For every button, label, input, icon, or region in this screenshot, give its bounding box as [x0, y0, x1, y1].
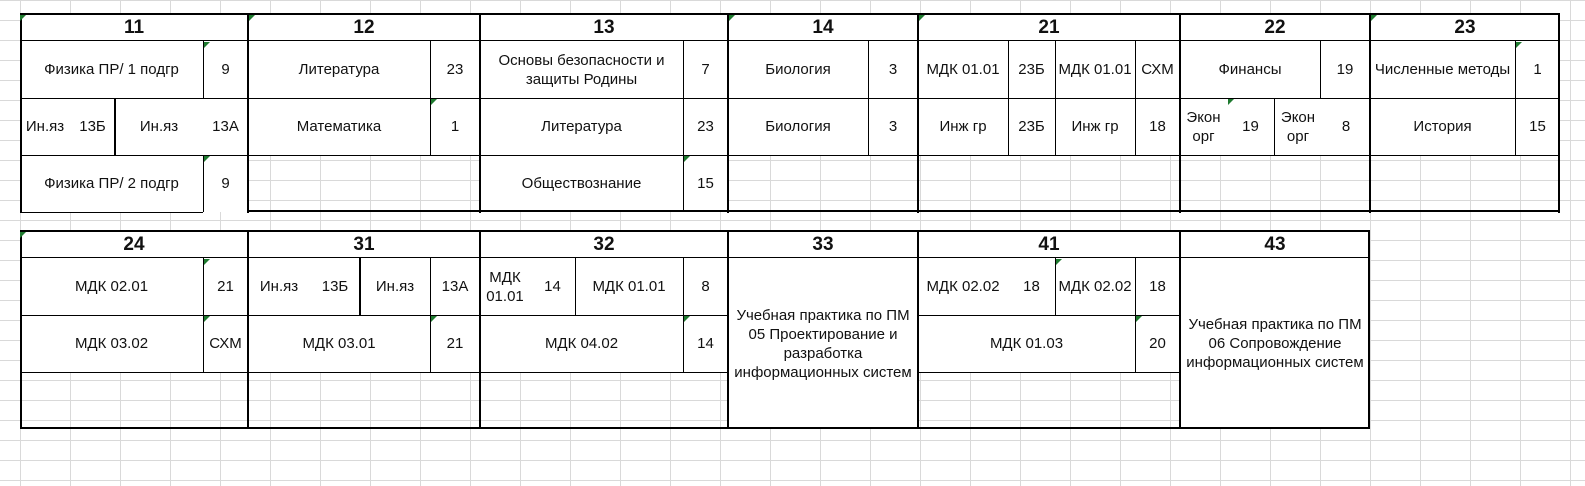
- subject-cell[interactable]: МДК 04.02: [480, 315, 683, 372]
- room-cell[interactable]: 14: [530, 258, 575, 315]
- table-border: [1515, 41, 1516, 155]
- subject-cell[interactable]: Финансы: [1180, 41, 1320, 98]
- table-border: [1369, 13, 1371, 213]
- room-cell[interactable]: 3: [868, 98, 918, 155]
- header-group-41[interactable]: 41: [918, 230, 1180, 258]
- subject-cell[interactable]: Физика ПР/ 2 подгр: [20, 155, 203, 212]
- subject-cell[interactable]: МДК 01.01: [480, 258, 530, 315]
- subject-cell[interactable]: Биология: [728, 98, 868, 155]
- table-border: [248, 210, 1560, 212]
- room-cell[interactable]: 1: [430, 98, 480, 155]
- table-border: [479, 13, 481, 213]
- room-cell[interactable]: 20: [1135, 315, 1180, 372]
- header-group-13[interactable]: 13: [480, 13, 728, 41]
- room-cell[interactable]: 14: [683, 315, 728, 372]
- room-cell[interactable]: 15: [1515, 98, 1560, 155]
- room-cell[interactable]: 1: [1515, 41, 1560, 98]
- subject-cell[interactable]: МДК 02.02: [918, 258, 1008, 315]
- room-cell[interactable]: 15: [683, 155, 728, 212]
- subject-cell[interactable]: Ин.яз: [360, 258, 430, 315]
- header-group-12[interactable]: 12: [248, 13, 480, 41]
- comment-marker-icon: [431, 99, 437, 105]
- room-cell[interactable]: 13Б: [70, 98, 115, 155]
- table-border: [247, 13, 249, 213]
- comment-marker-icon: [204, 156, 210, 162]
- table-border: [20, 257, 1370, 258]
- comment-marker-icon: [919, 15, 925, 21]
- header-group-11[interactable]: 11: [20, 13, 248, 41]
- comment-marker-icon: [684, 316, 690, 322]
- empty-cell[interactable]: [918, 372, 1180, 429]
- room-cell[interactable]: 18: [1135, 98, 1180, 155]
- table-border: [727, 230, 729, 429]
- room-cell[interactable]: 9: [203, 41, 248, 98]
- table-border: [203, 41, 204, 98]
- comment-marker-icon: [1056, 259, 1062, 265]
- subject-cell[interactable]: Ин.яз: [115, 98, 203, 155]
- subject-cell[interactable]: Биология: [728, 41, 868, 98]
- subject-cell[interactable]: МДК 02.02: [1055, 258, 1135, 315]
- table-border: [868, 41, 869, 155]
- room-cell[interactable]: 13А: [430, 258, 480, 315]
- subject-cell[interactable]: Литература: [248, 41, 430, 98]
- comment-marker-icon: [1516, 42, 1522, 48]
- room-cell[interactable]: 8: [683, 258, 728, 315]
- room-cell[interactable]: 8: [1322, 98, 1370, 155]
- table-border: [20, 230, 22, 429]
- table-border: [917, 230, 919, 429]
- comment-marker-icon: [249, 15, 255, 21]
- comment-marker-icon: [204, 259, 210, 265]
- table-border: [1135, 41, 1136, 155]
- table-border: [683, 258, 684, 372]
- room-cell[interactable]: 23Б: [1008, 41, 1055, 98]
- subject-cell[interactable]: МДК 03.01: [248, 315, 430, 372]
- practice-cell[interactable]: Учебная практика по ПМ 05 Проектирование и разработка информационных систем: [728, 258, 918, 429]
- table-border: [479, 230, 481, 429]
- header-group-22[interactable]: 22: [1180, 13, 1370, 41]
- subject-cell[interactable]: Инж гр: [1055, 98, 1135, 155]
- table-border: [114, 98, 116, 155]
- table-border: [203, 155, 204, 212]
- table-border: [1135, 258, 1136, 372]
- subject-cell[interactable]: Ин.яз: [248, 258, 310, 315]
- header-group-14[interactable]: 14: [728, 13, 918, 41]
- room-cell[interactable]: 18: [1135, 258, 1180, 315]
- empty-cell[interactable]: [20, 372, 728, 429]
- table-border: [1274, 98, 1275, 155]
- room-cell[interactable]: 9: [203, 155, 248, 212]
- comment-marker-icon: [684, 156, 690, 162]
- table-border: [20, 13, 22, 213]
- table-border: [203, 258, 204, 372]
- subject-cell[interactable]: Математика: [248, 98, 430, 155]
- schedule-table-top: [20, 13, 1560, 214]
- table-border: [247, 230, 249, 429]
- comment-marker-icon: [20, 232, 26, 238]
- subject-cell[interactable]: МДК 01.03: [918, 315, 1135, 372]
- subject-cell[interactable]: Физика ПР/ 1 подгр: [20, 41, 203, 98]
- table-border: [20, 155, 1560, 156]
- subject-cell[interactable]: Экон орг: [1180, 98, 1227, 155]
- table-border: [1179, 13, 1181, 213]
- room-cell[interactable]: 13А: [203, 98, 248, 155]
- comment-marker-icon: [1136, 316, 1142, 322]
- comment-marker-icon: [204, 316, 210, 322]
- comment-marker-icon: [1228, 99, 1234, 105]
- room-cell[interactable]: 21: [203, 258, 248, 315]
- subject-cell[interactable]: Экон орг: [1274, 98, 1322, 155]
- comment-marker-icon: [1371, 15, 1377, 21]
- room-cell[interactable]: 23: [683, 98, 728, 155]
- table-border: [1320, 41, 1321, 98]
- schedule-table-bottom: [20, 230, 1370, 431]
- subject-cell[interactable]: МДК 01.01: [918, 41, 1008, 98]
- room-cell[interactable]: СХМ: [1135, 41, 1180, 98]
- header-group-24[interactable]: 24: [20, 230, 248, 258]
- room-cell[interactable]: 13Б: [310, 258, 360, 315]
- subject-cell[interactable]: Инж гр: [918, 98, 1008, 155]
- table-border: [1055, 41, 1056, 155]
- table-border: [1368, 230, 1370, 429]
- table-border: [1008, 41, 1009, 155]
- subject-cell[interactable]: Основы безопасности и защиты Родины: [480, 41, 683, 98]
- comment-marker-icon: [729, 15, 735, 21]
- room-cell[interactable]: СХМ: [203, 315, 248, 372]
- room-cell[interactable]: 19: [1320, 41, 1370, 98]
- comment-marker-icon: [204, 42, 210, 48]
- comment-marker-icon: [20, 15, 26, 21]
- subject-cell[interactable]: Обществознание: [480, 155, 683, 212]
- subject-cell[interactable]: МДК 01.01: [1055, 41, 1135, 98]
- empty-cell[interactable]: [248, 155, 480, 212]
- table-border: [1179, 230, 1181, 429]
- header-group-32[interactable]: 32: [480, 230, 728, 258]
- subject-cell[interactable]: МДК 02.01: [20, 258, 203, 315]
- table-border: [20, 212, 203, 213]
- room-cell[interactable]: 21: [430, 315, 480, 372]
- room-cell[interactable]: 19: [1227, 98, 1274, 155]
- header-group-43[interactable]: 43: [1180, 230, 1370, 258]
- subject-cell[interactable]: Ин.яз: [20, 98, 70, 155]
- room-cell[interactable]: 3: [868, 41, 918, 98]
- practice-cell[interactable]: Учебная практика по ПМ 06 Сопровождение информационных систем: [1180, 258, 1370, 429]
- header-group-21[interactable]: 21: [918, 13, 1180, 41]
- table-border: [575, 258, 576, 315]
- table-border: [918, 372, 1180, 373]
- table-border: [683, 41, 684, 212]
- table-border: [917, 13, 919, 213]
- table-border: [727, 13, 729, 213]
- room-cell[interactable]: 23: [430, 41, 480, 98]
- table-border: [430, 41, 431, 155]
- table-border: [430, 258, 431, 372]
- subject-cell[interactable]: Численные методы: [1370, 41, 1515, 98]
- table-border: [20, 372, 728, 373]
- table-border: [20, 315, 728, 316]
- empty-cell[interactable]: [728, 155, 1560, 212]
- room-cell[interactable]: 18: [1008, 258, 1055, 315]
- table-border: [20, 230, 1370, 232]
- subject-cell[interactable]: МДК 01.01: [575, 258, 683, 315]
- header-group-23[interactable]: 23: [1370, 13, 1560, 41]
- subject-cell[interactable]: МДК 03.02: [20, 315, 203, 372]
- room-cell[interactable]: 7: [683, 41, 728, 98]
- subject-cell[interactable]: История: [1370, 98, 1515, 155]
- room-cell[interactable]: 23Б: [1008, 98, 1055, 155]
- header-group-33[interactable]: 33: [728, 230, 918, 258]
- table-border: [20, 427, 1370, 429]
- comment-marker-icon: [431, 316, 437, 322]
- table-border: [20, 40, 1560, 41]
- table-border: [1055, 258, 1056, 315]
- subject-cell[interactable]: Литература: [480, 98, 683, 155]
- table-border: [1558, 13, 1560, 213]
- table-border: [20, 98, 1560, 99]
- table-border: [359, 258, 361, 315]
- header-group-31[interactable]: 31: [248, 230, 480, 258]
